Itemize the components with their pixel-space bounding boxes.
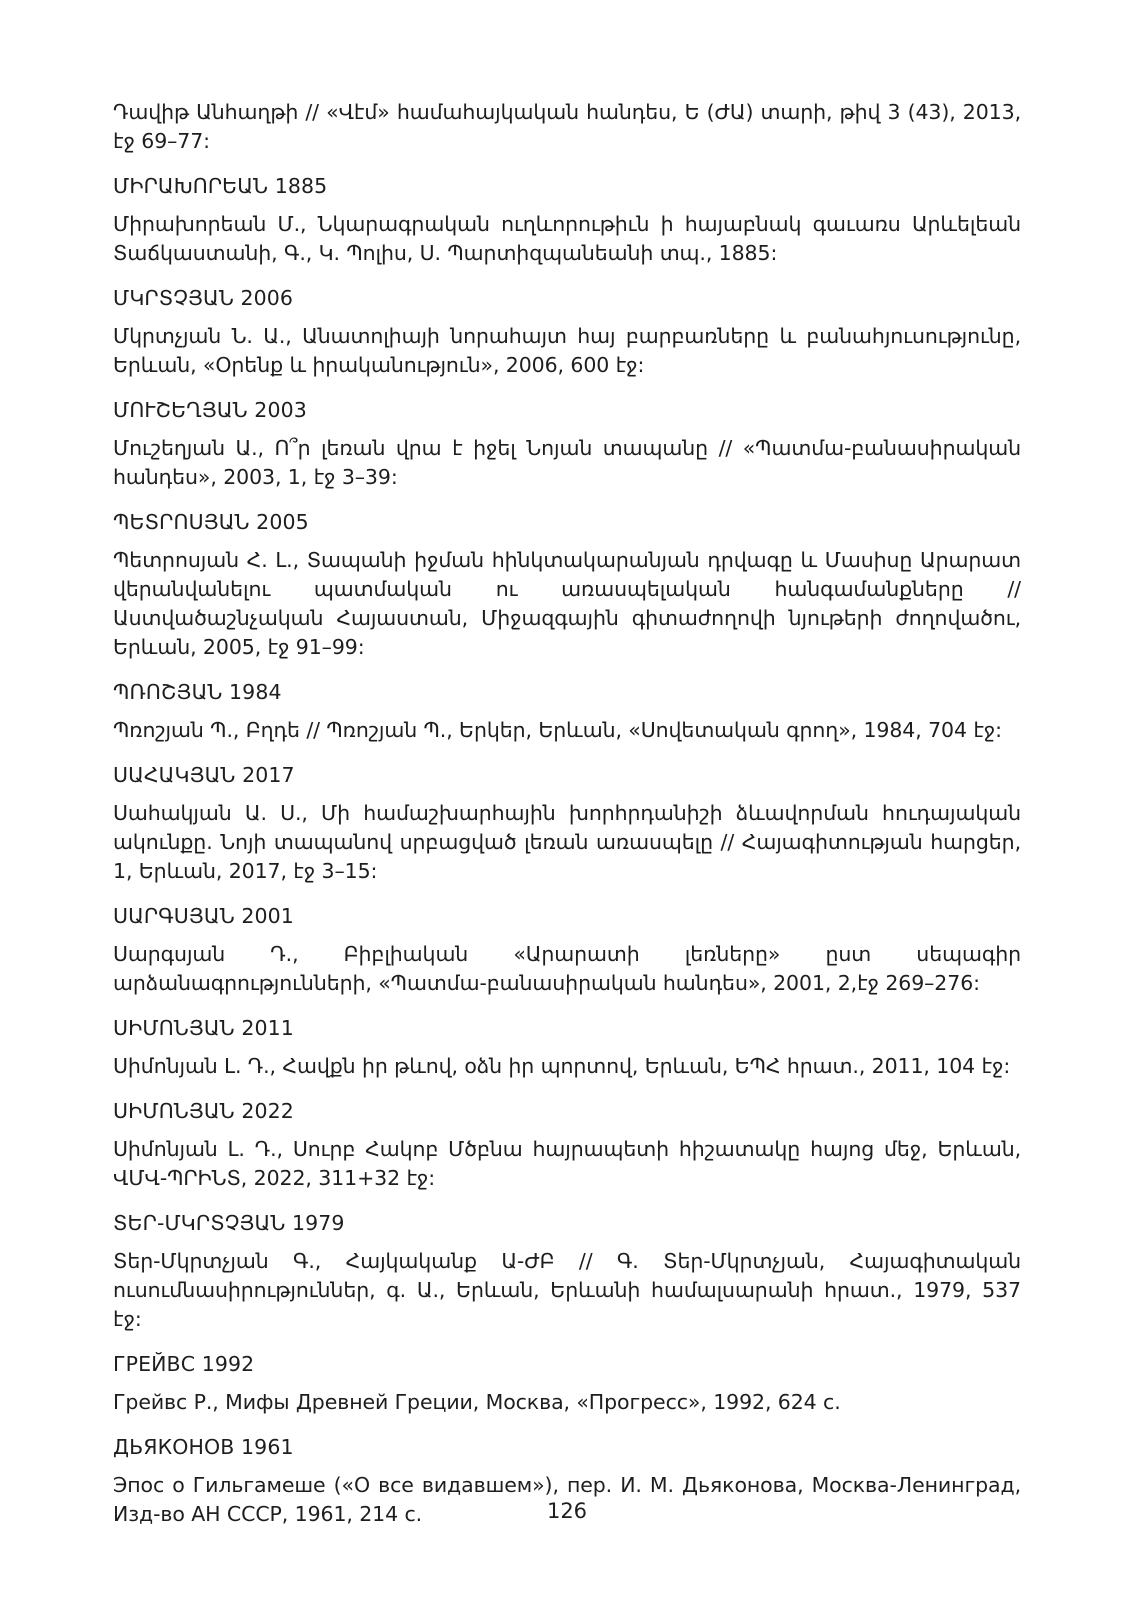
reference-text: Դավիթ Անհաղթի // «Վէմ» համահայկական հանդես, Ե (ԺԱ) տարի, թիվ 3 (43), 2013, էջ 69–77: xyxy=(113,100,1021,153)
reference-key: ՄՈՒՇԵՂՅԱՆ 2003 xyxy=(113,398,307,422)
bibliography xyxy=(113,98,1021,1529)
reference-text: Մուշեղյան Ա., Ո՞ր լեռան վրա է իջել Նոյան տապանը // «Պատմա-բանասիրական հանդես», 2003, 1, էջ 3–39: xyxy=(113,436,1021,489)
bibliography-entry xyxy=(113,1097,1021,1193)
reference-key: ՍԱՐԳՍՅԱՆ 2001 xyxy=(113,904,294,928)
bibliography-entry xyxy=(113,1014,1021,1081)
reference-text: Սիմոնյան Լ. Դ., Սուրբ Հակոբ Մծբնա հայրապետի հիշատակը հայոց մեջ, Երևան, ՎՄՎ-ՊՐԻՆՏ, 2022, 311+32 էջ: xyxy=(113,1137,1021,1190)
reference-key: ГРЕЙВС 1992 xyxy=(113,1352,255,1376)
reference-text: Սարգսյան Դ., Բիբլիական «Արարատի լեռները» ըստ սեպագիր արձանագրությունների, «Պատմա-բանասիրական հանդես», 2001, 2,էջ 269–276: xyxy=(113,942,1021,995)
bibliography-entry xyxy=(113,902,1021,998)
bibliography-entry xyxy=(113,284,1021,380)
reference-text: Սիմոնյան Լ. Դ., Հավքն իր թևով, օձն իր պորտով, Երևան, ԵՊՀ հրատ., 2011, 104 էջ: xyxy=(113,1054,1011,1078)
bibliography-entry xyxy=(113,678,1021,745)
reference-key: ՍԻՄՈՆՅԱՆ 2022 xyxy=(113,1099,294,1123)
reference-key: ՏԵՐ-ՄԿՐՏՉՅԱՆ 1979 xyxy=(113,1211,345,1235)
reference-key: ՊԵՏՐՈՍՅԱՆ 2005 xyxy=(113,510,309,534)
bibliography-entry xyxy=(113,1209,1021,1334)
reference-text: Պետրոսյան Հ. Լ., Տապանի իջման հինկտակարանյան դրվագը և Մասիսը Արարատ վերանվանելու պատմական ու առասպելական հանգամանքները // Աստվածաշնչական Հայաստան, Միջազգային գիտաժողովի նյութերի ժողովածու, Երևան, 2005, էջ 91–99: xyxy=(113,548,1021,659)
bibliography-entry xyxy=(113,98,1021,156)
bibliography-entry xyxy=(113,172,1021,268)
bibliography-entry xyxy=(113,396,1021,492)
reference-text: Грейвс Р., Мифы Древней Греции, Москва, «Прогресс», 1992, 624 с. xyxy=(113,1390,841,1414)
bibliography-entry xyxy=(113,1350,1021,1417)
reference-text: Эпос о Гильгамеше («О все видавшем»), пер. И. М. Дьяконова, Москва-Ленинград, Изд-во АН СССР, 1961, 214 с. xyxy=(113,1473,1021,1526)
bibliography-entry xyxy=(113,761,1021,886)
reference-key: ՄԻՐԱԽՈՐԵԱՆ 1885 xyxy=(113,174,328,198)
reference-key: ՍԱՀԱԿՅԱՆ 2017 xyxy=(113,763,295,787)
reference-key: ՄԿՐՏՉՅԱՆ 2006 xyxy=(113,286,294,310)
bibliography-entry xyxy=(113,508,1021,662)
reference-text: Մկրտչյան Ն. Ա., Անատոլիայի նորահայտ հայ բարբառները և բանահյուսությունը, Երևան, «Օրենք և իրականություն», 2006, 600 էջ: xyxy=(113,324,1021,377)
reference-key: ДЬЯКОНОВ 1961 xyxy=(113,1435,294,1459)
page-number: 126 xyxy=(546,1499,588,1523)
reference-text: Տեր-Մկրտչյան Գ., Հայկականք Ա-ԺԲ // Գ. Տեր-Մկրտչյան, Հայագիտական ուսումնասիրություններ, գ. Ա., Երևան, Երևանի համալսարանի հրատ., 1979, 537 էջ: xyxy=(113,1249,1021,1331)
reference-key: ՍԻՄՈՆՅԱՆ 2011 xyxy=(113,1016,294,1040)
reference-text: Միրախորեան Մ., Նկարագրական ուղևորութիւն ի հայաբնակ գաւառս Արևելեան Տաճկաստանի, Գ., Կ. Պոլիս, Ս. Պարտիզպանեանի տպ., 1885: xyxy=(113,212,1021,265)
reference-text: Սահակյան Ա. Ս., Մի համաշխարհային խորհրդանիշի ձևավորման հուդայական ակունքը. Նոյի տապանով սրբացված լեռան առասպելը // Հայագիտության հարցեր, 1, Երևան, 2017, էջ 3–15: xyxy=(113,801,1021,883)
reference-text: Պռոշյան Պ., Բղդե // Պռոշյան Պ., Երկեր, Երևան, «Սովետական գրող», 1984, 704 էջ: xyxy=(113,718,1002,742)
reference-key: ՊՌՈՇՅԱՆ 1984 xyxy=(113,680,282,704)
